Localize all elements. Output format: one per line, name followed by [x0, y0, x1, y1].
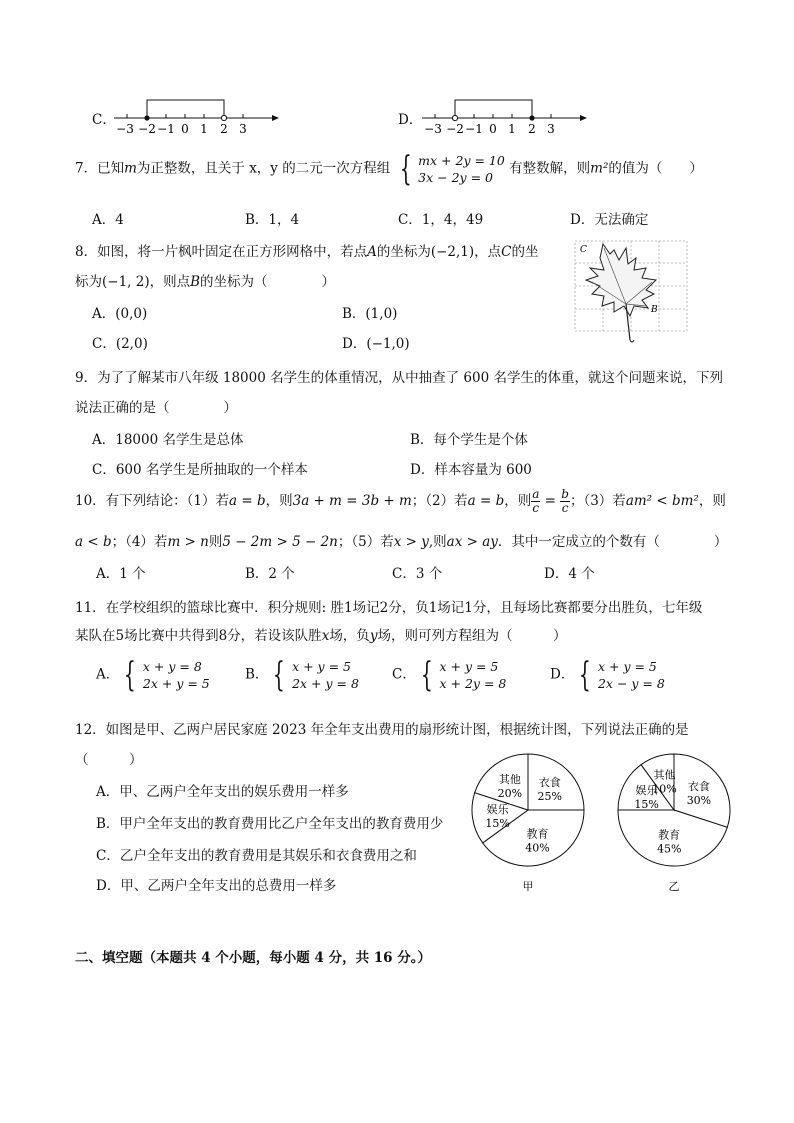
q8-stem-line2: 标为(−1, 2)，则点B的坐标为（ ） [75, 274, 336, 290]
pie-chart-title: 甲 [522, 880, 534, 893]
q8-option-d[interactable]: D．(−1,0) [342, 336, 410, 352]
q9-option-c[interactable]: C．600 名学生是所抽取的一个样本 [92, 462, 308, 478]
q12-option-b[interactable]: B．甲户全年支出的教育费用比乙户全年支出的教育费用少 [96, 816, 444, 832]
pie-slice-category: 教育 [658, 828, 681, 842]
q9-stem-line1: 9．为了了解某市八年级 18000 名学生的体重情况，从中抽查了 600 名学生的体重，就这个问题来说，下列 [75, 370, 723, 386]
q8-option-c[interactable]: C．(2,0) [92, 336, 148, 352]
tick-label: 0 [181, 122, 189, 136]
pie-slice-label: 15% [485, 816, 510, 830]
tick-label: −1 [465, 122, 483, 136]
q11-stem-line1: 11．在学校组织的篮球比赛中．积分规则: 胜1场记2分，负1场记1分，且每场比赛都要分出胜负，七年级 [75, 600, 703, 616]
pie-slice-category: 娱乐 [635, 784, 658, 798]
q12-option-c[interactable]: C．乙户全年支出的教育费用是其娱乐和衣食费用之和 [96, 848, 417, 864]
q8-maple-leaf-grid [574, 240, 690, 346]
q7-stem: 7．已知m为正整数，且关于 x，y 的二元一次方程组 { mx + 2y = 10 3x − 2y = 0 有整数解，则m²的值为（ ） [75, 149, 703, 189]
pie-slice-category: 其他 [498, 773, 521, 787]
tick-label: 2 [528, 122, 536, 136]
q7-option-c[interactable]: C．1，4，49 [398, 212, 484, 228]
pie-slice-category: 教育 [526, 827, 549, 841]
q10-option-c[interactable]: C．3 个 [392, 566, 443, 582]
tick-label: 0 [489, 122, 497, 136]
tick-label: 3 [239, 122, 247, 136]
tick-label: −3 [116, 122, 134, 136]
q6-option-d-numberline [420, 92, 590, 136]
pie-chart-jia [470, 744, 590, 894]
section-2-heading: 二、填空题（本题共 4 个小题，每小题 4 分，共 16 分。） [75, 950, 432, 966]
q12-stem-line2: （ ） [75, 752, 143, 768]
pie-chart-title: 乙 [668, 880, 680, 893]
q8-option-a[interactable]: A．(0,0) [92, 306, 148, 322]
q12-option-d[interactable]: D．甲、乙两户全年支出的总费用一样多 [96, 878, 337, 894]
tick-label: −1 [157, 122, 175, 136]
pie-slice-label: 10% [652, 782, 677, 796]
pie-slice-label: 25% [537, 790, 563, 804]
q9-option-b[interactable]: B．每个学生是个体 [410, 432, 528, 448]
tick-label: 1 [200, 122, 208, 136]
q9-option-a[interactable]: A．18000 名学生是总体 [92, 432, 244, 448]
pie-slice-category: 衣食 [687, 779, 710, 793]
q12-stem-line1: 12．如图是甲、乙两户居民家庭 2023 年全年支出费用的扇形统计图，根据统计图，下列说法正确的是 [75, 722, 689, 738]
tick-label: 3 [547, 122, 555, 136]
q11-option-c[interactable]: C． { x + y = 5 x + 2y = 8 [392, 655, 507, 695]
pie-chart-yi [616, 744, 736, 894]
point-c-label: C [580, 245, 587, 255]
q7-option-b[interactable]: B．1，4 [245, 212, 300, 228]
q11-stem-line2: 某队在5场比赛中共得到8分，若设该队胜x场，负y场，则可列方程组为（ ） [75, 628, 567, 644]
pie-slice-label: 30% [686, 793, 712, 807]
q10-option-d[interactable]: D．4 个 [544, 566, 595, 582]
q7-option-a[interactable]: A．4 [92, 212, 124, 228]
q8-option-b[interactable]: B．(1,0) [342, 306, 398, 322]
q11-option-a[interactable]: A． { x + y = 8 2x + y = 5 [96, 655, 210, 695]
pie-slice-label: 20% [497, 787, 523, 801]
tick-label: 2 [220, 122, 228, 136]
q6-option-c-label[interactable]: C． [92, 112, 116, 128]
q12-option-a[interactable]: A．甲、乙两户全年支出的娱乐费用一样多 [96, 784, 349, 800]
pie-slice-label: 45% [656, 842, 682, 856]
q10-option-a[interactable]: A．1 个 [96, 566, 146, 582]
q10-option-b[interactable]: B．2 个 [245, 566, 295, 582]
tick-label: 1 [508, 122, 516, 136]
q6-option-c-numberline [112, 92, 282, 136]
point-b-label: B [651, 305, 658, 315]
q7-option-d[interactable]: D．无法确定 [570, 212, 649, 228]
q9-option-d[interactable]: D．样本容量为 600 [410, 462, 532, 478]
maple-leaf-icon [586, 244, 656, 316]
q9-stem-line2: 说法正确的是（ ） [75, 400, 237, 416]
q10-stem-line2: a < b；（4）若m > n则5 − 2m > 5 − 2n；（5）若x > y,则ax > ay．其中一定成立的个数有（ ） [75, 534, 728, 550]
q10-stem-line1: 10．有下列结论：（1）若a = b，则3a + m = 3b + m；（2）若a = b，则 $\frac{a}{c}$ = $\frac{b}{c}$ ；（3）若am² < bm²，则 [75, 487, 726, 515]
pie-slice-category: 其他 [653, 768, 676, 782]
pie-slice-category: 娱乐 [486, 802, 509, 816]
tick-label: −3 [424, 122, 442, 136]
tick-label: −2 [446, 122, 464, 136]
pie-slice-label: 15% [634, 798, 659, 812]
q11-option-d[interactable]: D． { x + y = 5 2x − y = 8 [550, 655, 665, 695]
q6-option-d-label[interactable]: D． [398, 112, 423, 128]
q7-equation-system: { mx + 2y = 10 3x − 2y = 0 [399, 149, 505, 189]
q11-option-b[interactable]: B． { x + y = 5 2x + y = 8 [245, 655, 359, 695]
pie-slice-label: 40% [525, 841, 550, 855]
tick-label: −2 [138, 122, 156, 136]
q8-stem-line1: 8．如图，将一片枫叶固定在正方形网格中，若点A的坐标为(−2,1)，点C的坐 [75, 244, 539, 260]
pie-slice-category: 衣食 [538, 776, 561, 790]
